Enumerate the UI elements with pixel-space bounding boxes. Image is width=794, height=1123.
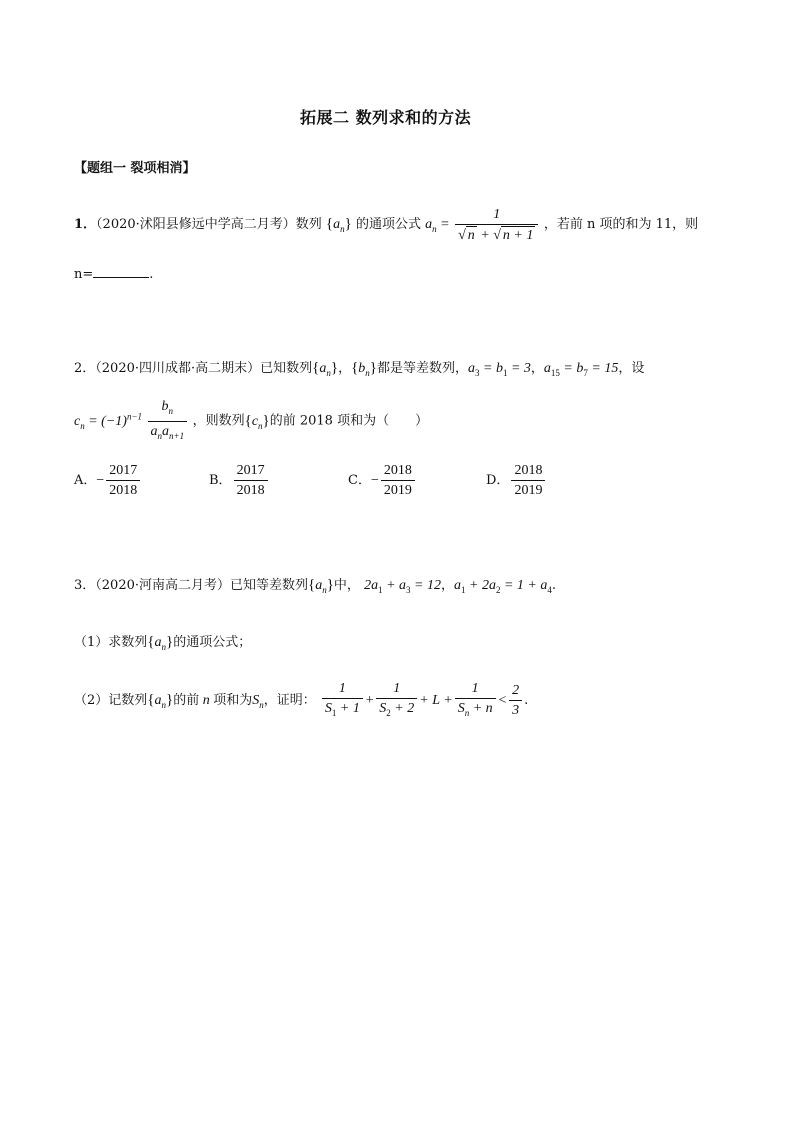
option-a-denominator: 2018 — [109, 483, 138, 498]
option-b-denominator: 2018 — [236, 483, 265, 498]
q3-text-b: 中， — [333, 578, 360, 593]
option-a-sign: − — [96, 473, 105, 488]
q2-text-b: ， — [338, 361, 352, 376]
q3-part2-text-d: ，证明： — [263, 693, 316, 709]
option-c-numerator: 2018 — [381, 462, 415, 481]
option-a-numerator: 2017 — [106, 462, 140, 481]
q3-part2-sequence: $\{a_n\}$ — [147, 692, 174, 710]
q3-part2-label: （2） — [74, 693, 109, 709]
q3-condition-1: $2a_1 + a_3 = 12$ — [364, 578, 441, 595]
option-b-label: B． — [209, 473, 232, 488]
q3-inequality: $\frac{1}{S_1 + 1}$ + $\frac{1}{S_2 + 2}$ + L + $\frac{1}{S_n + n}$ < $\frac{2}{3}$ — [320, 693, 524, 708]
q2-text-e: ，则数列 — [192, 413, 245, 429]
q2-text-d: ，设 — [618, 361, 645, 376]
q3-number: 3． — [74, 578, 96, 593]
q2-option-b[interactable] — [209, 462, 270, 499]
q2-cn-formula: $c_n = (-1)^{n-1}$ $\frac{b_n}{a_na_{n+1}}$ — [74, 414, 193, 429]
q2-number: 2． — [74, 361, 96, 376]
q2-condition-2: $a_{15} = b_7 = 15$ — [543, 361, 619, 378]
q2-condition-1: $a_3 = b_1 = 3$ — [468, 361, 531, 378]
option-c-denominator: 2019 — [383, 483, 412, 498]
q2-sequence-cn: $\{c_n\}$ — [244, 412, 270, 431]
q1-text-b: 的通项公式 — [355, 217, 421, 232]
question-1 — [74, 203, 698, 250]
q2-option-a[interactable] — [74, 462, 142, 499]
q2-text-a: 已知数列 — [260, 361, 313, 376]
page-title: 拓展二 数列求和的方法 — [300, 108, 472, 127]
q3-part2-n: n — [199, 693, 214, 709]
question-3 — [74, 574, 556, 595]
q3-part2-sn: $S_n$ — [252, 693, 264, 710]
q1-answer-blank[interactable] — [93, 265, 149, 278]
q3-part2-end: . — [524, 693, 529, 709]
q3-part1-text-b: 的通项公式； — [173, 635, 252, 650]
q2-cn-definition — [74, 398, 428, 445]
q1-number: 1． — [74, 217, 97, 232]
q3-part-1 — [74, 631, 251, 652]
q2-option-d[interactable] — [486, 462, 547, 499]
q2-sequence-bn: $\{b_n\}$ — [351, 360, 377, 378]
q3-source: （2020·河南高二月考） — [95, 578, 230, 593]
q3-text-d: . — [551, 578, 556, 593]
q1-text-line2: n= — [74, 267, 94, 282]
q3-part2-text-c: 项和为 — [213, 693, 253, 709]
q1-answer-line — [74, 265, 153, 282]
q1-text-end: . — [149, 267, 154, 282]
section-heading: 【题组一 裂项相消】 — [74, 161, 196, 176]
q3-part-2 — [74, 680, 528, 722]
question-2: 2．（2020·四川成都·高二期末）已知数列$\{a_n\}$，$\{b_n\}$都是等差数列，$a_3 = b_1 = 3$，$a_{15} = b_7 = 15$，设 — [74, 360, 645, 378]
q1-formula: $a_n$ = $\frac{1}{√ n + √ n + 1}$ — [425, 217, 544, 232]
q3-part1-text-a: 求数列 — [108, 635, 148, 650]
q3-text-a: 已知等差数列 — [230, 578, 309, 593]
q3-part1-label: （1） — [74, 635, 109, 650]
q3-part2-text-b: 的前 — [173, 693, 200, 709]
q3-sequence-an: $\{a_n\}$ — [308, 577, 334, 595]
option-d-label: D． — [486, 473, 510, 488]
q1-source: （2020·沭阳县修远中学高二月考） — [96, 217, 296, 232]
q3-text-c: ， — [440, 578, 454, 593]
option-d-denominator: 2019 — [514, 483, 543, 498]
q2-option-c[interactable] — [348, 462, 417, 499]
q3-condition-2: $a_1 + 2a_2 = 1 + a_4$ — [454, 578, 552, 595]
q3-part1-sequence: $\{a_n\}$ — [147, 634, 174, 652]
q2-source: （2020·四川成都·高二期末） — [95, 361, 261, 376]
q2-text-f: 的前 2018 项和为（ ） — [269, 413, 429, 429]
option-c-label: C． — [348, 473, 371, 488]
q1-text-a: 数列 — [295, 217, 322, 232]
q1-text-c: ，若前 n 项的和为 11，则 — [543, 217, 699, 232]
q2-sequence-an: $\{a_n\}$ — [312, 360, 339, 378]
option-d-numerator: 2018 — [511, 462, 545, 481]
q3-part2-text-a: 记数列 — [108, 693, 148, 709]
q2-text-c: 都是等差数列， — [376, 361, 468, 376]
option-a-label: A． — [74, 473, 97, 488]
option-c-sign: − — [370, 473, 379, 488]
option-b-numerator: 2017 — [234, 462, 268, 481]
q1-sequence-an: $\{a_n\}$ — [325, 216, 352, 234]
